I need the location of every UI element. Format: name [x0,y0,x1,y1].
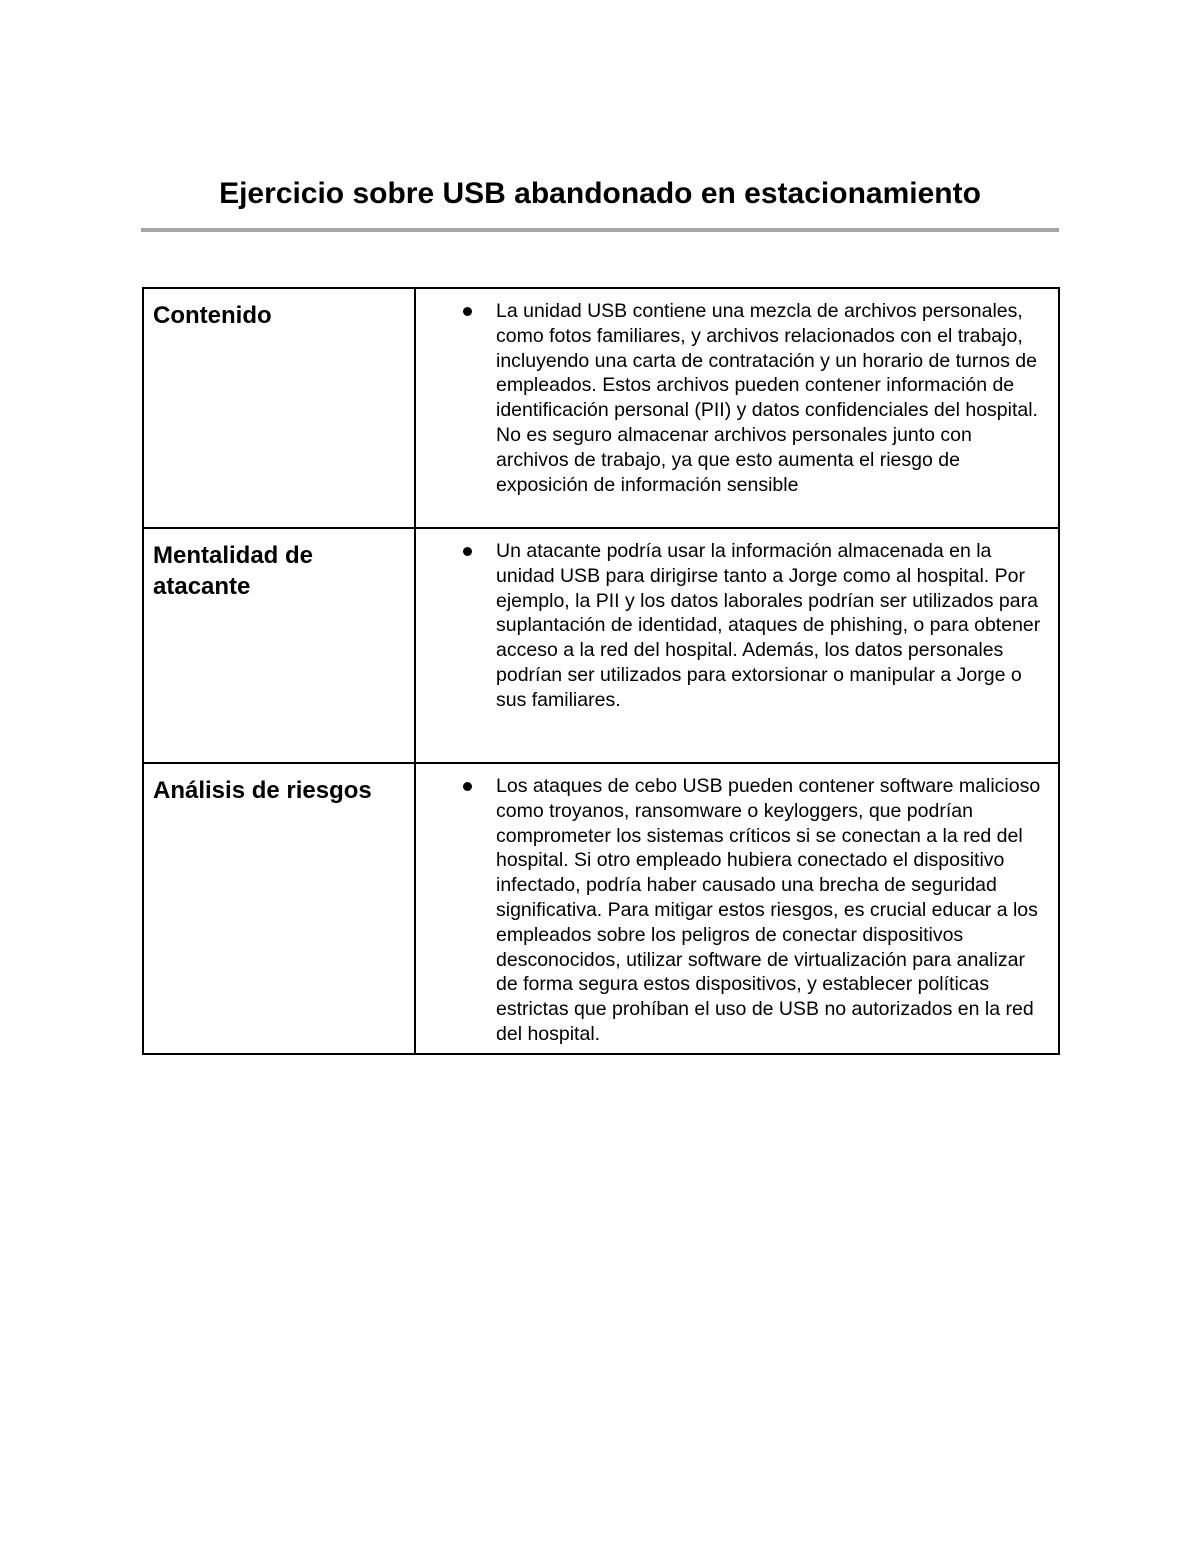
bullet-text: Un atacante podría usar la información almacenada en la unidad USB para dirigirse tanto a Jorge como al hospital. Por ejemplo, la PII y los datos laborales podrían ser utilizados para suplantación de identidad, ataques de phishing, o para obtener acceso a la red del hospital. Además, los datos personales podrían ser utilizados para extorsionar o manipular a Jorge o sus familiares. [496,540,1041,711]
title-divider [141,228,1059,232]
row-content-cell [415,288,1059,528]
bullet-item [496,299,1046,497]
bullet-list [416,764,1058,1047]
bullet-text: La unidad USB contiene una mezcla de archivos personales, como fotos familiares, y archivos relacionados con el trabajo, incluyendo una carta de contratación y un horario de turnos de empleados. Estos archivos pueden contener información de identificación personal (PII) y datos confidenciales del hospital. No es seguro almacenar archivos personales junto con archivos de trabajo, ya que esto aumenta el riesgo de exposición de información sensible [496,300,1038,496]
table-row-mentalidad [143,528,1059,763]
bullet-icon [463,307,472,316]
row-label-cell [143,288,415,528]
row-label-cell [143,763,415,1054]
bullet-icon [463,782,472,791]
bullet-item [496,774,1046,1047]
row-label-cell [143,528,415,763]
row-label: Contenido [153,302,272,329]
row-label: Análisis de riesgos [153,777,372,804]
table-row-analisis [143,763,1059,1054]
bullet-list [416,289,1058,497]
row-label: Mentalidad de atacante [153,542,314,600]
row-content-cell [415,528,1059,763]
row-content-cell [415,763,1059,1054]
bullet-item [496,539,1046,713]
bullet-list [416,529,1058,713]
page-title: Ejercicio sobre USB abandonado en estacionamiento [219,177,981,210]
analysis-table [142,287,1060,1055]
bullet-text: Los ataques de cebo USB pueden contener software malicioso como troyanos, ransomware o keyloggers, que podrían comprometer los sistemas críticos si se conectan a la red del hospital. Si otro empleado hubiera conectado el dispositivo infectado, podría haber causado una brecha de seguridad significativa. Para mitigar estos riesgos, es crucial educar a los empleados sobre los peligros de conectar dispositivos desconocidos, utilizar software de virtualización para analizar de forma segura estos dispositivos, y establecer políticas estrictas que prohíban el uso de USB no autorizados en la red del hospital. [496,775,1041,1045]
bullet-icon [463,547,472,556]
table-row-contenido [143,288,1059,528]
